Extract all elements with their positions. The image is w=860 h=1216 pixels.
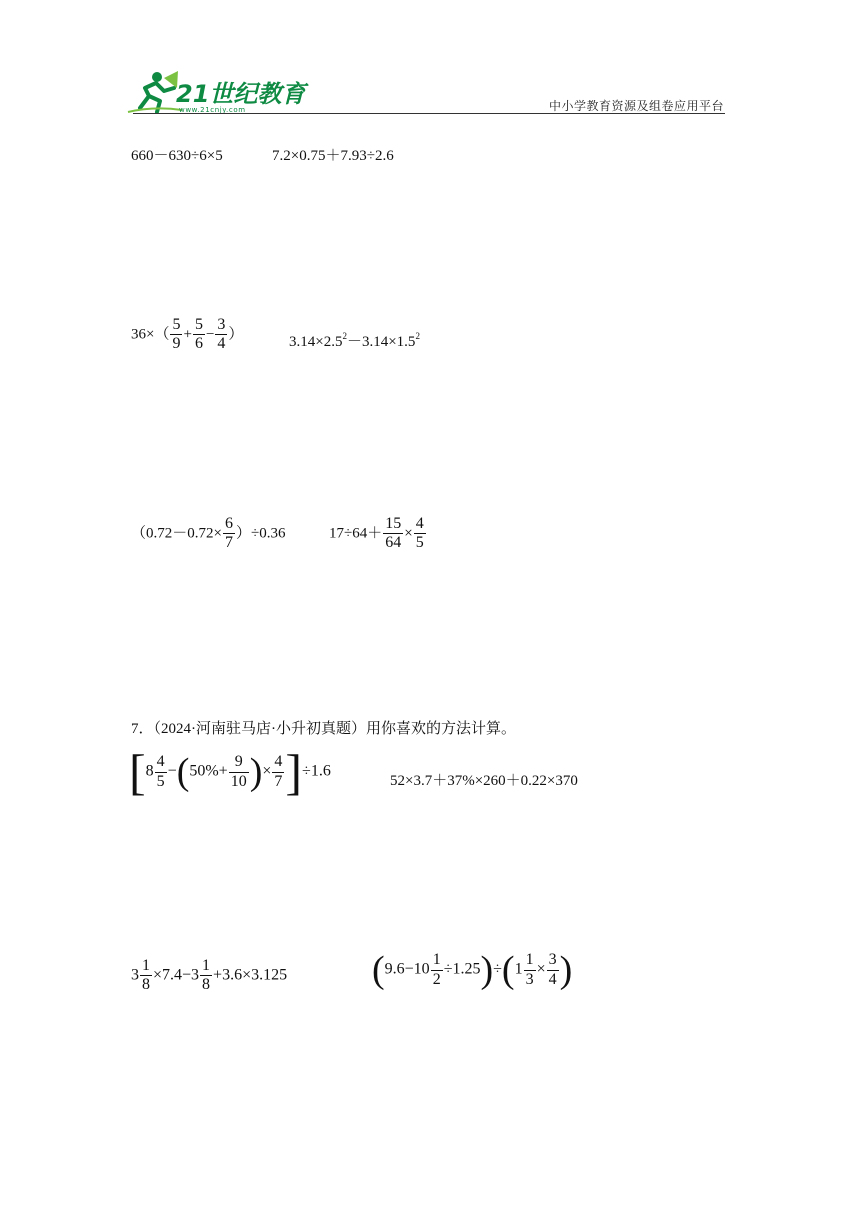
fraction [547, 951, 559, 989]
fraction-denominator: 10 [230, 772, 247, 790]
fraction-denominator: 7 [224, 534, 233, 552]
operator: ÷ [493, 960, 502, 978]
expression-part: 9.6−10 [384, 960, 430, 978]
expression-tail: +3.6×3.125 [213, 966, 288, 984]
percent-value: 50% [189, 762, 219, 780]
runner-icon [128, 71, 182, 112]
p2a-suffix: ） [228, 326, 244, 343]
fraction-denominator: 9 [172, 335, 181, 353]
question-7-expression-4 [372, 951, 572, 989]
operator: × [404, 525, 413, 542]
p2a-prefix: 36×（ [131, 326, 170, 343]
fraction-numerator: 3 [547, 951, 559, 970]
fraction-denominator: 4 [217, 335, 226, 353]
operator: × [262, 762, 272, 780]
mixed-whole: 3 [191, 966, 200, 984]
fraction [155, 753, 167, 791]
exponent: 2 [415, 331, 420, 341]
fraction-denominator: 7 [274, 772, 283, 790]
fraction [215, 316, 227, 354]
logo-wordmark: 21世纪教育 [176, 80, 306, 108]
fraction-denominator: 3 [525, 970, 534, 988]
question-7-title: 7．（2024·河南驻马店·小升初真题）用你喜欢的方法计算。 [131, 721, 516, 737]
expression-tail: ÷1.6 [302, 762, 331, 780]
mixed-whole: 3 [131, 966, 139, 984]
p3a-suffix: ）÷0.36 [235, 525, 286, 542]
exponent: 2 [342, 331, 347, 341]
fraction [200, 957, 212, 995]
p2b-term-b: －3.14×1.5 [346, 334, 416, 350]
fraction-denominator: 64 [385, 534, 402, 552]
fraction-numerator: 1 [431, 951, 443, 970]
fraction [383, 515, 403, 553]
problem-1a: 660－630÷6×5 [131, 148, 223, 164]
fraction-numerator: 5 [193, 316, 205, 335]
fraction-denominator: 4 [548, 970, 557, 988]
fraction-denominator: 2 [432, 970, 441, 988]
fraction-denominator: 8 [142, 976, 150, 994]
fraction [431, 951, 443, 989]
fraction-numerator: 4 [272, 753, 284, 772]
logo-url: www.21cnjy.com [179, 106, 246, 114]
operator: − [205, 326, 215, 343]
fraction [229, 753, 249, 791]
fraction-denominator: 8 [202, 976, 211, 994]
mixed-whole: 1 [514, 960, 523, 978]
site-logo [124, 68, 314, 114]
right-paren: ) [559, 949, 573, 991]
fraction-numerator: 1 [140, 957, 152, 976]
problem-3b [329, 515, 427, 553]
operator: − [167, 762, 177, 780]
header-tagline: 中小学教育资源及组卷应用平台 [548, 99, 724, 113]
problem-1b: 7.2×0.75＋7.93÷2.6 [272, 148, 394, 164]
fraction [193, 316, 205, 354]
question-7-expression-2: 52×3.7＋37%×260＋0.22×370 [390, 773, 578, 789]
fraction-denominator: 5 [156, 772, 165, 790]
mixed-whole: 8 [145, 762, 154, 780]
right-paren: ) [480, 949, 494, 991]
left-bracket: [ [129, 744, 146, 800]
fraction [272, 753, 284, 791]
problem-2a [131, 316, 243, 354]
fraction-numerator: 15 [383, 515, 403, 534]
fraction-numerator: 1 [524, 951, 536, 970]
fraction [524, 951, 536, 989]
p2b-term-a: 3.14×2.5 [289, 334, 343, 350]
problem-3a [131, 515, 285, 553]
fraction [140, 957, 152, 995]
fraction-numerator: 5 [170, 316, 182, 335]
fraction-numerator: 1 [200, 957, 212, 976]
question-7-expression-1 [129, 744, 331, 800]
p3b-prefix: 17÷64＋ [329, 525, 383, 542]
expression-part: ÷1.25 [443, 960, 481, 978]
fraction [170, 316, 182, 354]
right-paren: ) [249, 751, 263, 793]
operator: × [536, 960, 546, 978]
fraction-numerator: 3 [215, 316, 227, 335]
fraction-numerator: 9 [229, 753, 249, 772]
question-7-expression-3 [131, 957, 287, 995]
header-divider [133, 113, 725, 114]
fraction-numerator: 4 [155, 753, 167, 772]
fraction [414, 515, 426, 553]
left-paren: ( [176, 751, 190, 793]
problem-2b [289, 330, 420, 351]
fraction-denominator: 6 [194, 335, 203, 353]
p3a-prefix: （0.72－0.72× [131, 525, 222, 542]
operator: + [183, 326, 192, 343]
fraction-numerator: 4 [414, 515, 426, 534]
fraction [223, 515, 235, 553]
fraction-denominator: 5 [415, 534, 424, 552]
left-paren: ( [501, 949, 515, 991]
operator: + [218, 762, 228, 780]
left-paren: ( [372, 949, 385, 991]
expression-middle: ×7.4− [153, 966, 192, 984]
right-bracket: ] [285, 744, 303, 800]
fraction-numerator: 6 [223, 515, 235, 534]
